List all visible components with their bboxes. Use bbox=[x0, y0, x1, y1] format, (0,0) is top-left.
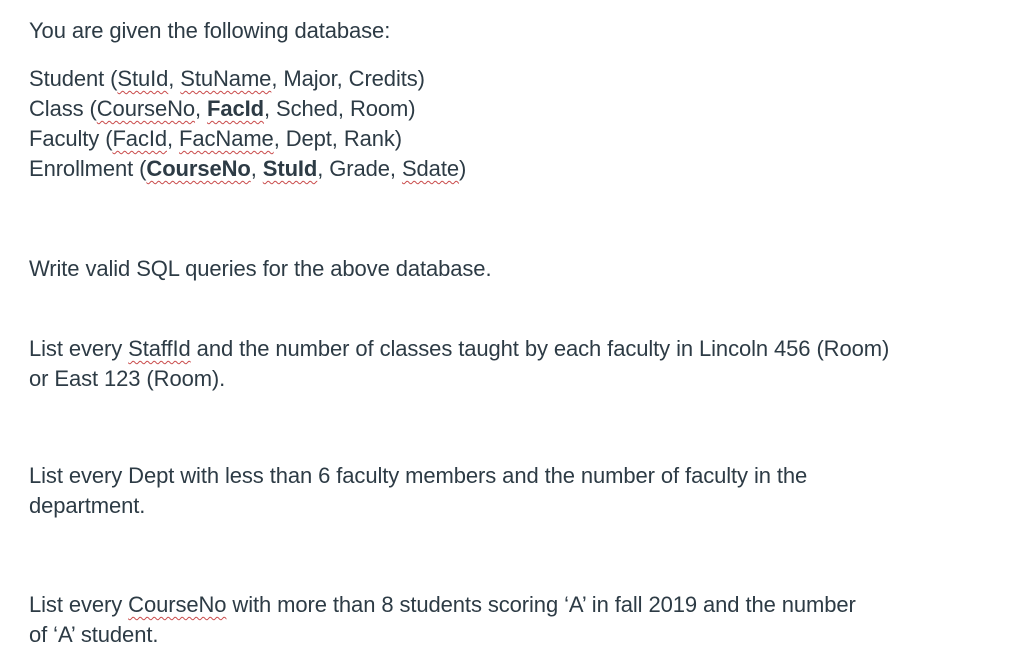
schema-list bbox=[29, 64, 466, 184]
table-name: Enrollment bbox=[29, 156, 134, 181]
question-3-line-1: List every CourseNo with more than 8 students scoring ‘A’ in fall 2019 and the number bbox=[29, 592, 856, 617]
field-sdate: Sdate bbox=[401, 156, 459, 181]
table-name: Faculty bbox=[29, 126, 100, 151]
keyword-staffid: StaffId bbox=[128, 336, 191, 361]
intro-text: You are given the following database: bbox=[29, 18, 391, 43]
question-1 bbox=[29, 334, 889, 394]
field-stuid: StuId bbox=[262, 156, 318, 181]
question-3-line-2: of ‘A’ student. bbox=[29, 622, 159, 647]
field-courseno: CourseNo bbox=[96, 96, 196, 121]
question-2-line-2: department. bbox=[29, 493, 146, 518]
field-stuid: StuId bbox=[117, 66, 169, 91]
schema-class: Class (CourseNo, FacId, Sched, Room) bbox=[29, 96, 416, 121]
table-name: Student bbox=[29, 66, 105, 91]
question-2 bbox=[29, 461, 807, 521]
table-name: Class bbox=[29, 96, 84, 121]
question-3 bbox=[29, 590, 856, 650]
question-1-line-1: List every StaffId and the number of classes taught by each faculty in Lincoln 456 (Room) bbox=[29, 336, 890, 361]
schema-enrollment: Enrollment (CourseNo, StuId, Grade, Sdate) bbox=[29, 156, 467, 181]
keyword-courseno: CourseNo bbox=[128, 592, 227, 617]
task-instruction: Write valid SQL queries for the above database. bbox=[29, 256, 492, 281]
field-facid: FacId bbox=[207, 96, 265, 121]
schema-faculty: Faculty (FacId, FacName, Dept, Rank) bbox=[29, 126, 403, 151]
question-2-line-1: List every Dept with less than 6 faculty members and the number of faculty in the bbox=[29, 463, 808, 488]
field-courseno: CourseNo bbox=[146, 156, 251, 181]
field-facname: FacName bbox=[179, 126, 274, 151]
schema-student: Student (StuId, StuName, Major, Credits) bbox=[29, 66, 425, 91]
field-facid: FacId bbox=[112, 126, 167, 151]
field-stuname: StuName bbox=[180, 66, 272, 91]
question-1-line-2: or East 123 (Room). bbox=[29, 366, 226, 391]
